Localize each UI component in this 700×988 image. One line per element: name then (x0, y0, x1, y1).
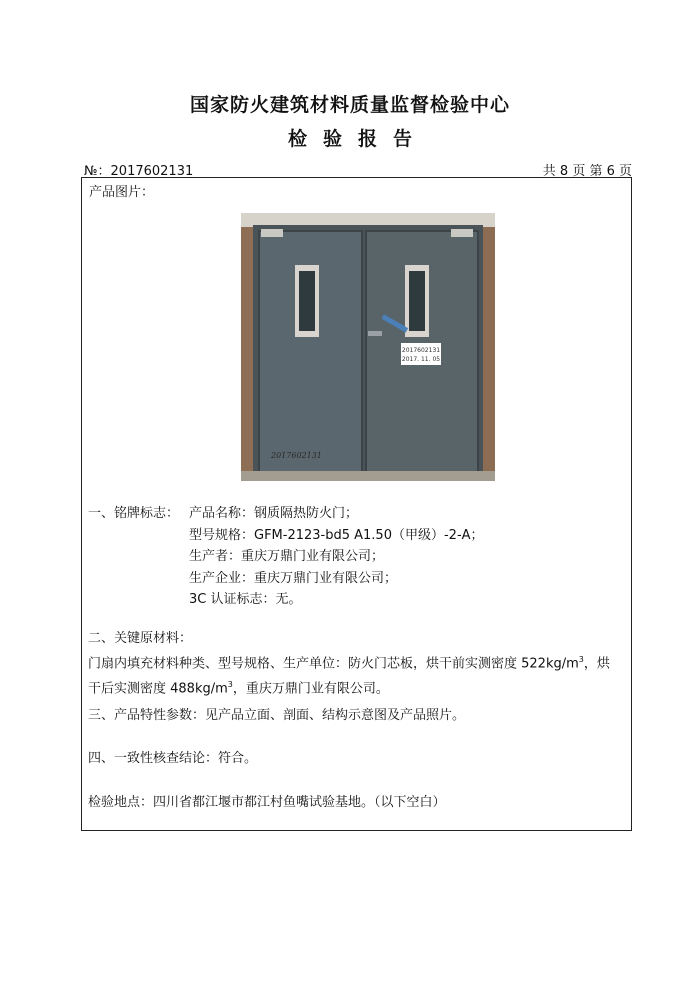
characteristics-section: 三、产品特性参数：见产品立面、剖面、结构示意图及产品照片。 (88, 708, 466, 723)
fire-door-photo (241, 213, 495, 481)
report-frame (81, 177, 632, 831)
manufacturer: 生产企业：重庆万鼎门业有限公司； (189, 570, 398, 586)
doc-title: 检验报告 (287, 128, 428, 150)
materials-heading: 二、关键原材料： (88, 631, 193, 646)
photo-label: 产品图片： (89, 185, 155, 200)
materials-section (88, 628, 628, 700)
conclusion-section: 四、一致性核查结论：符合。 (88, 751, 258, 766)
svg-text:2017602131: 2017602131 (271, 451, 322, 460)
svg-text:2017. 11. 05: 2017. 11. 05 (401, 356, 441, 363)
producer: 生产者：重庆万鼎门业有限公司； (189, 549, 385, 564)
cert-mark: 3C 认证标志：无。 (189, 592, 302, 607)
product-photo (241, 213, 495, 481)
nameplate-section (88, 503, 484, 611)
location-section: 检验地点：四川省都江堰市都江村鱼嘴试验基地。（以下空白） (88, 795, 446, 810)
model-spec: 型号规格：GFM-2123-bd5 A1.50（甲级）-2-A； (189, 527, 484, 543)
svg-text:2017602131: 2017602131 (401, 347, 441, 354)
materials-line-1: 门扇内填充材料种类、型号规格、生产单位：防火门芯板，烘干前实测密度 $522kg/m^3$，烘 (88, 655, 610, 672)
org-title: 国家防火建筑材料质量监督检验中心 (189, 94, 510, 116)
product-name: 产品名称：钢质隔热防火门； (189, 506, 359, 521)
page-info: 共 8 页 第 6 页 (542, 164, 632, 179)
materials-line-2: 干后实测密度 $488kg/m^3$，重庆万鼎门业有限公司。 (88, 680, 389, 697)
report-number: №：2017602131 (84, 164, 194, 179)
nameplate-heading: 一、铭牌标志： (88, 506, 180, 521)
